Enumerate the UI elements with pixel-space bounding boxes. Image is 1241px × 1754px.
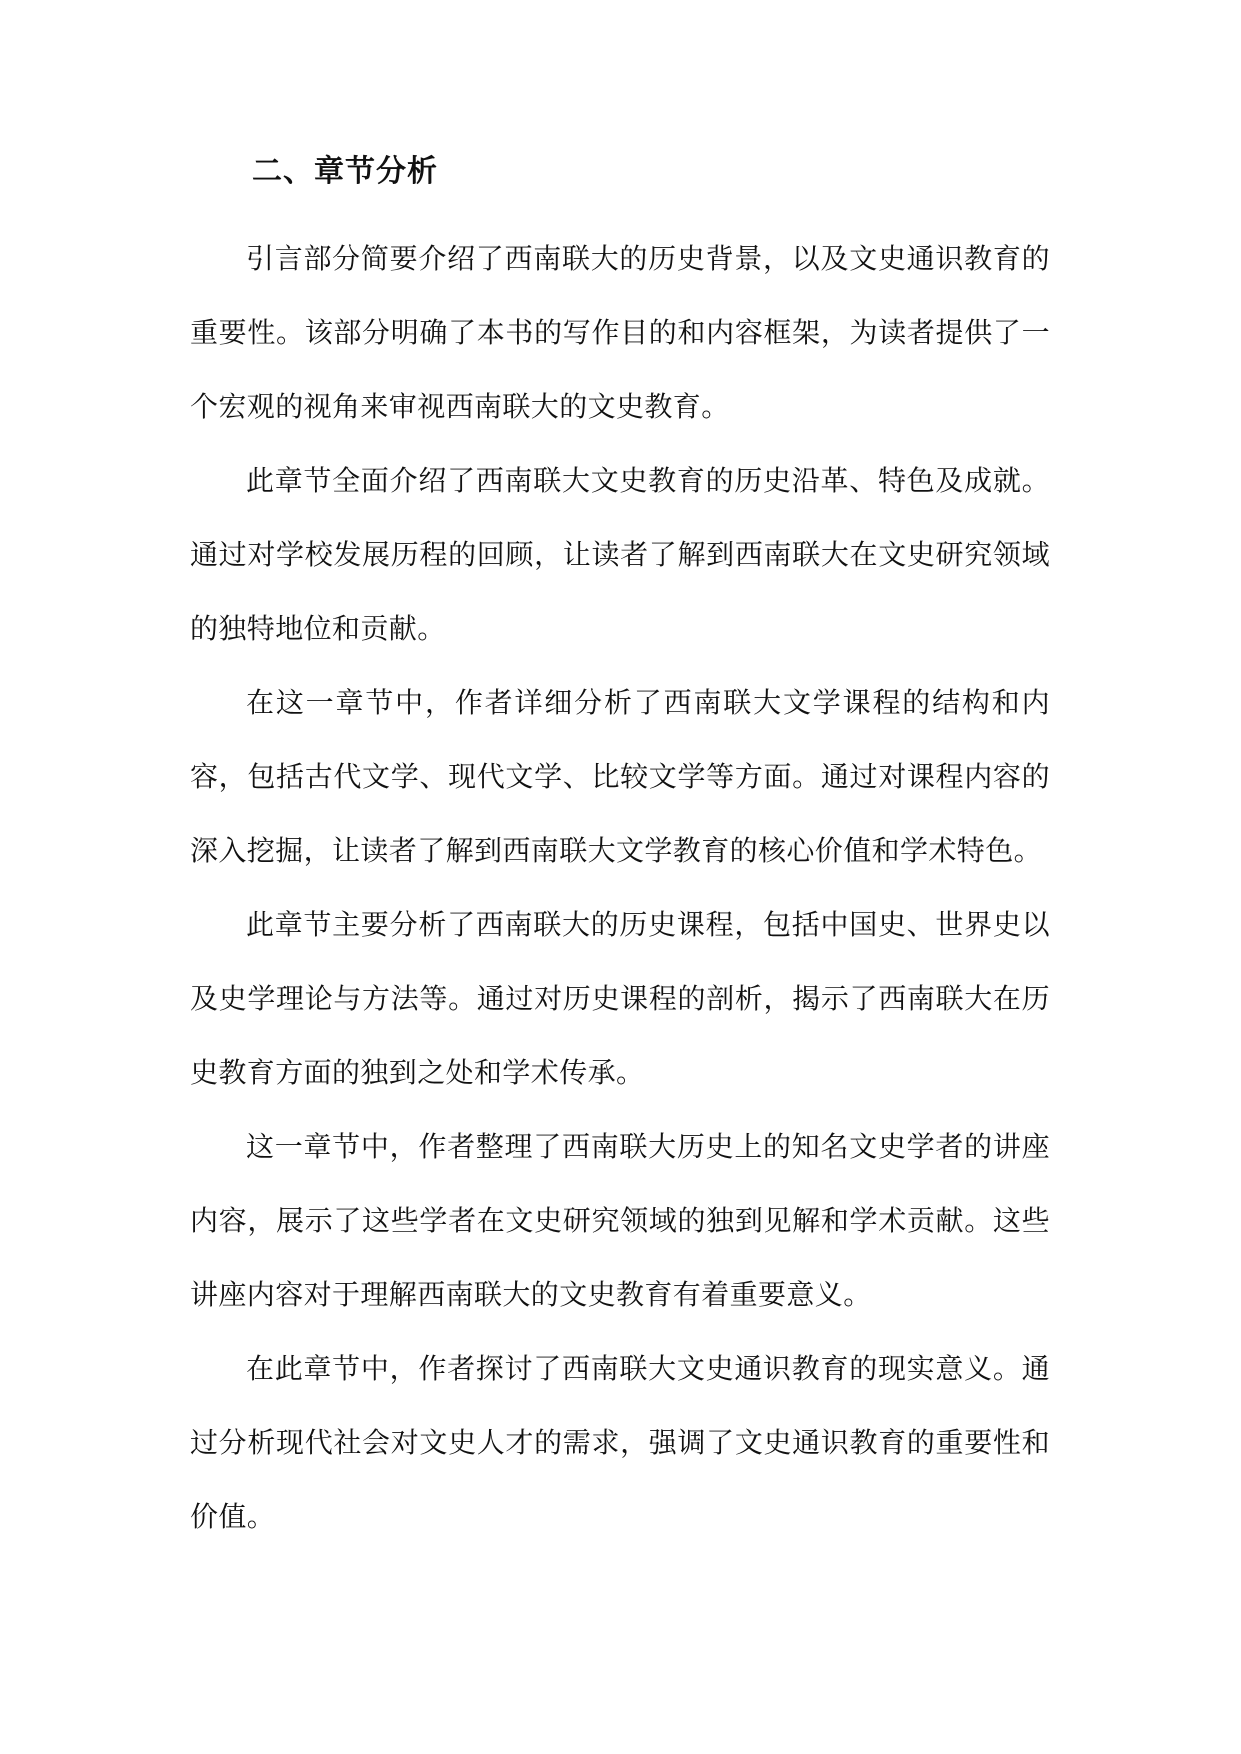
paragraph-history-overview: 此章节全面介绍了西南联大文史教育的历史沿革、特色及成就。通过对学校发展历程的回顾，让读者了解到西南联大在文史研究领域的独特地位和贡献。 bbox=[190, 464, 1050, 645]
paragraph-scholar-lectures: 这一章节中，作者整理了西南联大历史上的知名文史学者的讲座内容，展示了这些学者在文史研究领域的独到见解和学术贡献。这些讲座内容对于理解西南联大的文史教育有着重要意义。 bbox=[190, 1130, 1050, 1311]
paragraph-history-courses: 此章节主要分析了西南联大的历史课程，包括中国史、世界史以及史学理论与方法等。通过对历史课程的剖析，揭示了西南联大在历史教育方面的独到之处和学术传承。 bbox=[190, 908, 1050, 1089]
paragraph-introduction: 引言部分简要介绍了西南联大的历史背景，以及文史通识教育的重要性。该部分明确了本书的写作目的和内容框架，为读者提供了一个宏观的视角来审视西南联大的文史教育。 bbox=[190, 242, 1050, 423]
section-heading: 二、章节分析 bbox=[252, 154, 438, 189]
paragraph-modern-significance: 在此章节中，作者探讨了西南联大文史通识教育的现实意义。通过分析现代社会对文史人才的需求，强调了文史通识教育的重要性和价值。 bbox=[190, 1352, 1050, 1533]
paragraph-literature-courses: 在这一章节中，作者详细分析了西南联大文学课程的结构和内容，包括古代文学、现代文学、比较文学等方面。通过对课程内容的深入挖掘，让读者了解到西南联大文学教育的核心价值和学术特色。 bbox=[190, 686, 1050, 867]
